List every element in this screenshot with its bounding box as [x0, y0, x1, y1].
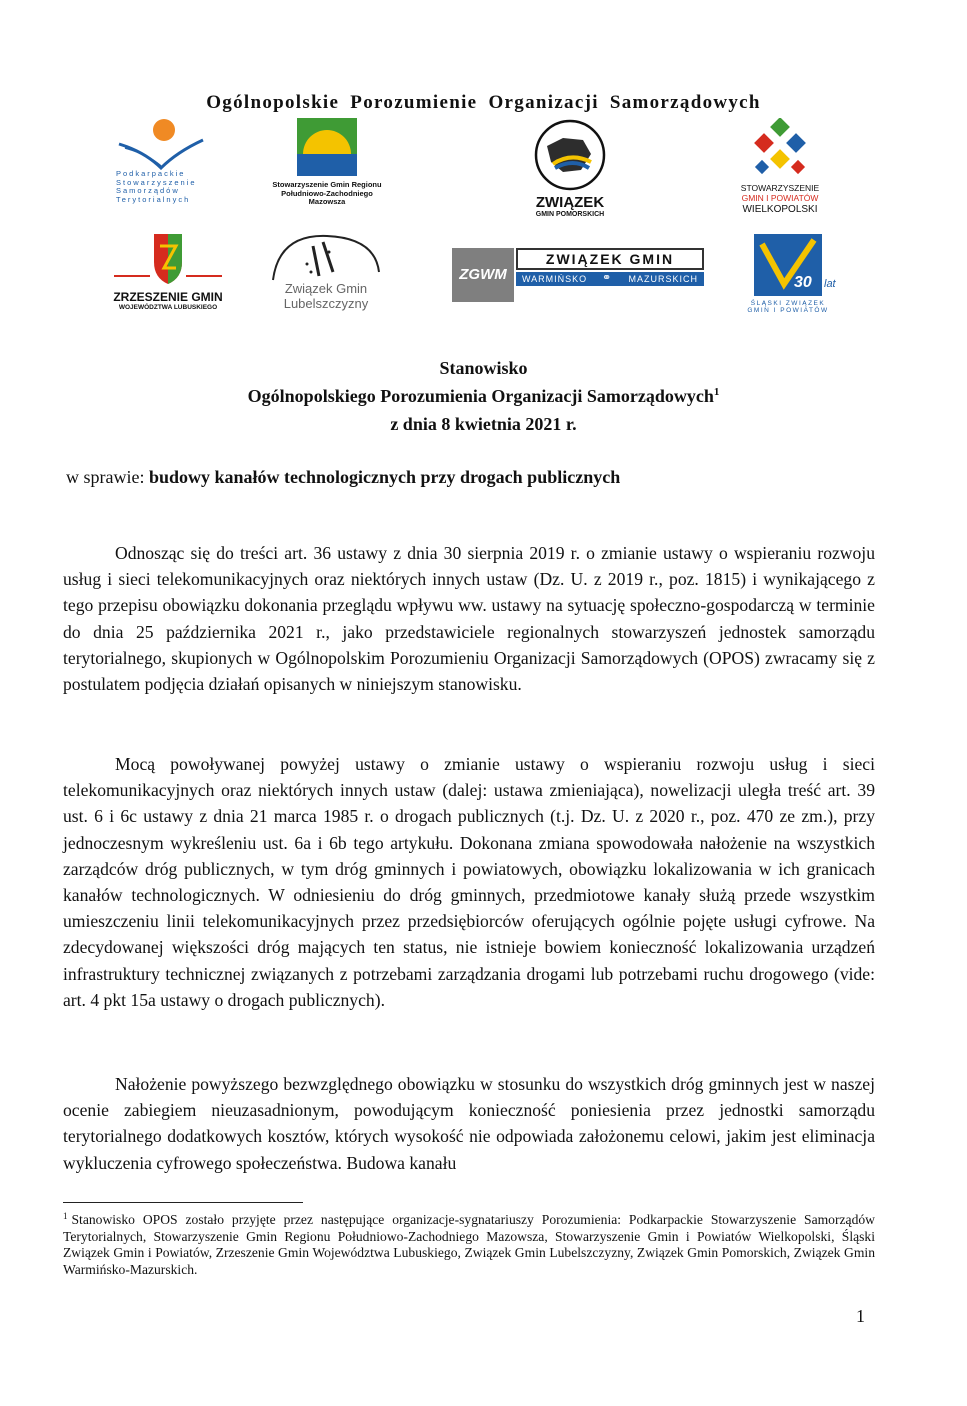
logo-mazowsze: [262, 118, 392, 207]
footnote: [63, 1212, 875, 1278]
logo-subtitle: GMIN POMORSKICH: [535, 211, 605, 218]
logo-text: Lubelszczyzny: [283, 295, 369, 311]
document-title: [0, 354, 967, 438]
title-line-2-text: Ogólnopolskiego Porozumienia Organizacji Samorządowych: [247, 386, 714, 406]
footnote-number: 1: [63, 1211, 68, 1221]
logo-text: STOWARZYSZENIE: [740, 183, 820, 193]
handshake-icon: ⚭: [602, 272, 613, 284]
logo-text: GMIN I POWIATÓW: [747, 307, 829, 315]
wielkopolska-tiles-icon: [747, 118, 813, 178]
lubuskie-shield-icon: [114, 232, 222, 286]
logo-title: ZWIĄZEK GMIN: [516, 248, 704, 270]
logo-text: WIELKOPOLSKI: [742, 203, 818, 215]
podkarpackie-emblem-icon: [115, 118, 205, 170]
lubelszczyzna-arc-icon: [267, 232, 385, 282]
title-line-1: Stanowisko: [439, 358, 528, 378]
title-line-2: [0, 382, 967, 410]
logo-text: Stowarzyszenie: [116, 177, 197, 187]
logo-pomorskie: [520, 118, 620, 218]
logo-text: Terytorialnych: [116, 194, 191, 204]
mazowsze-sun-icon: [297, 118, 357, 176]
footnote-separator: [63, 1202, 303, 1203]
anniversary-suffix: lat: [824, 278, 836, 290]
logo-text: Podkarpackie: [116, 169, 186, 178]
subject-text: budowy kanałów technologicznych przy drogach publicznych: [148, 467, 621, 487]
subject-prefix: w sprawie:: [66, 467, 149, 487]
logo-warminsko-mazurskie: [452, 248, 704, 302]
footnote-reference: 1: [713, 386, 720, 398]
logo-podkarpackie: [110, 118, 210, 205]
page-number: 1: [856, 1306, 865, 1326]
logo-slask: [740, 234, 836, 315]
logo-text: ŚLĄSKI ZWIĄZEK: [750, 300, 826, 307]
logo-text: Mazowsza: [308, 197, 346, 207]
pomorskie-griffin-icon: [533, 118, 607, 192]
logo-text: GMIN I POWIATÓW: [741, 192, 819, 203]
paragraph: Mocą powoływanej powyżej ustawy o zmianie ustawy o wspieraniu rozwoju usług i sieci telekomunikacyjnych oraz niektórych innych ustaw (dalej: ustawa zmieniająca), nowelizacji uległa treść art. 39 ust. 6 i 6c ustawy z dnia 21 marca 1985 r. o drogach publicznych (t.j. Dz. U. z 2020 r., poz. 470 ze zm.), przy jednoczesnym wykreśleniu ust. 6a i 6b tego artykułu. Dokonana zmiana spowodowała nałożenie na wszystkich zarządców dróg publicznych, w tym dróg gminnych i powiatowych, obowiązku lokalizowania w ich granicach kanałów technologicznych. W odniesieniu do dróg gminnych, przedmiotowe kanały służą przede wszystkim umieszczeniu linii telekomunikacyjnych przez przedsiębiorców oferujących ogólnie pojęte usługi cyfrowe. Na zdecydowanej większości dróg mających ten status, nie istnieje bowiem konieczność lokalizowania urządzeń infrastruktury technicznej związanych z potrzebami zarządzania drogami lub potrzebami ruchu drogowego (vide: art. 4 pkt 15a ustawy o drogach publicznych).: [63, 754, 875, 1010]
logo-title: ZRZESZENIE GMIN: [113, 290, 223, 304]
logo-subtitle: WOJEWÓDZTWA LUBUSKIEGO: [118, 304, 218, 311]
zgwm-mark: ZGWM: [452, 248, 514, 302]
logo-wielkopolska: [725, 118, 835, 215]
paragraph: Odnosząc się do treści art. 36 ustawy z dnia 30 sierpnia 2019 r. o zmianie ustawy o wspieraniu rozwoju usług i sieci telekomunikacyjnych oraz niektórych innych ustaw (Dz. U. z 2019 r., poz. 1815) i wynikającego z tego przepisu obowiązku dokonania przeglądu wpływu ww. ustawy na sytuację społeczno-gospodarczą w terminie do dnia 25 października 2021 r., jako przedstawiciele regionalnych stowarzyszeń jednostek samorządu terytorialnego, skupionych w Ogólnopolskim Porozumieniu Organizacji Samorządowych (OPOS) zwracamy się z postulatem podjęcia działań opisanych w niniejszym stanowisku.: [63, 543, 875, 695]
title-line-3: z dnia 8 kwietnia 2021 r.: [390, 414, 577, 434]
paragraph: Nałożenie powyższego bezwzględnego obowiązku w stosunku do wszystkich dróg gminnych jest w naszej ocenie zabiegiem nieuzasadnionym, powodującym konieczność poniesienia przez jednostki samorządu terytorialnego dodatkowych kosztów, których wysokość nie odpowiada założonemu celowi, jakim jest eliminacja wykluczenia cyfrowego społeczeństwa. Budowa kanału: [63, 1074, 875, 1173]
logo-text: Związek Gmin: [284, 281, 368, 296]
logo-lubuskie: [108, 232, 228, 311]
logo-lubelszczyzna: [262, 232, 390, 312]
logo-text: Samorządów: [116, 186, 180, 196]
organization-header: Ogólnopolskie Porozumienie Organizacji Samorządowych: [206, 92, 761, 113]
logo-text: WARMIŃSKO: [522, 274, 588, 284]
logo-title: ZWIĄZEK: [535, 194, 605, 211]
subject-line: [66, 467, 886, 488]
logo-text: Południowo-Zachodniego: [281, 188, 373, 198]
footnote-text: Stanowisko OPOS zostało przyjęte przez następujące organizacje-sygnatariuszy Porozumienia: Podkarpackie Stowarzyszenie Samorządów Terytorialnych, Stowarzyszenie Gmin Regionu Południowo-Zachodniego Mazowsza, Stowarzyszenie Gmin i Powiatów Wielkopolski, Śląski Związek Gmin i Powiatów, Zrzeszenie Gmin Województwa Lubuskiego, Związek Gmin Lubelszczyzny, Związek Gmin Pomorskich, Związek Gmin Warmińsko-Mazurskich.: [63, 1212, 875, 1277]
anniversary-number: 30: [794, 274, 812, 291]
logo-text: MAZURSKICH: [628, 274, 698, 284]
logo-text: Stowarzyszenie Gmin Regionu: [272, 180, 382, 189]
